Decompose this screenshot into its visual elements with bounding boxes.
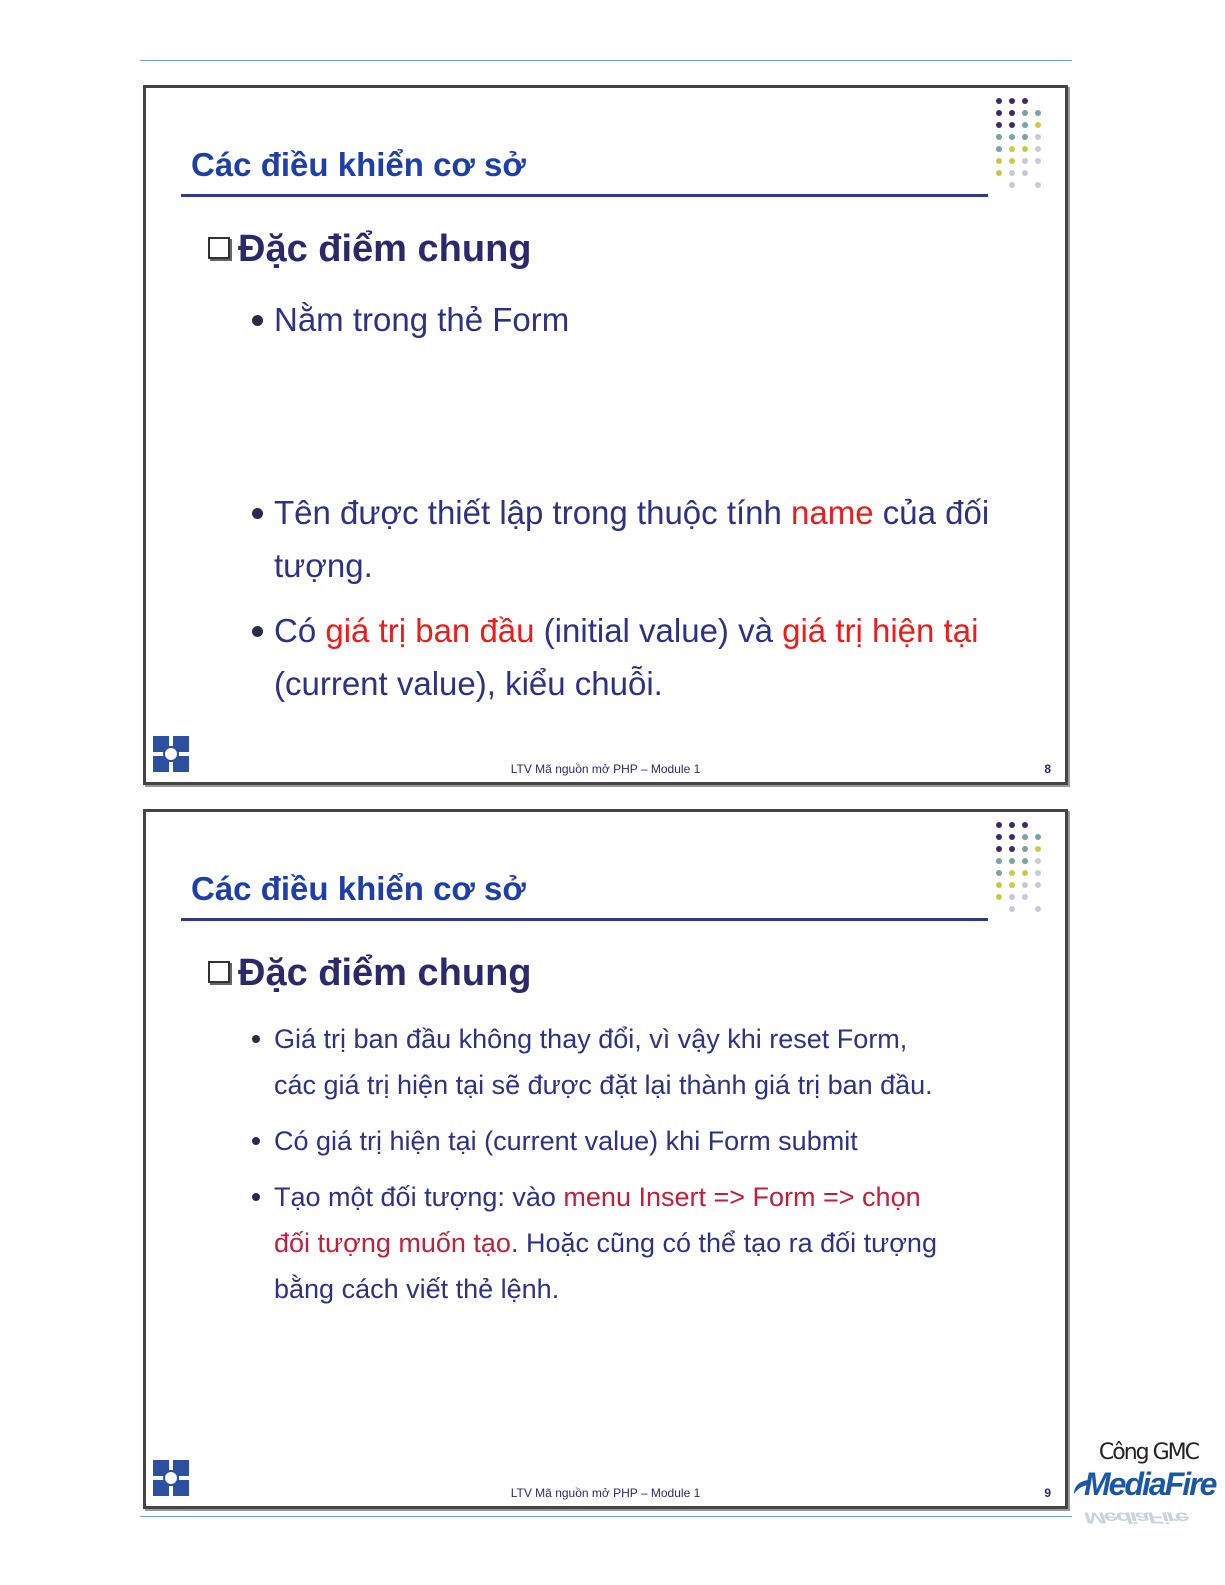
decorative-dot xyxy=(1009,98,1015,104)
slide-title: Các điều khiển cơ sở xyxy=(191,146,526,183)
decorative-dot xyxy=(1022,134,1028,140)
decorative-dot xyxy=(1009,858,1015,864)
decorative-dot xyxy=(996,822,1002,828)
decorative-dot xyxy=(996,858,1002,864)
decorative-dot xyxy=(1022,158,1028,164)
decorative-dot xyxy=(1022,846,1028,852)
bullet-item: Tên được thiết lập trong thuộc tính name của đối tượng. xyxy=(252,486,1012,592)
decorative-dot xyxy=(1035,858,1041,864)
decorative-dot xyxy=(1035,906,1041,912)
decorative-dot xyxy=(1009,846,1015,852)
decorative-dot xyxy=(996,134,1002,140)
bullet-item: Có giá trị hiện tại (current value) khi Form submit xyxy=(252,1118,952,1164)
decorative-dot xyxy=(1035,134,1041,140)
decorative-dot xyxy=(1009,882,1015,888)
decorative-dot xyxy=(1022,834,1028,840)
decorative-dot xyxy=(996,834,1002,840)
decorative-dot xyxy=(996,110,1002,116)
watermark-top-text: Công GMC xyxy=(1098,1440,1198,1465)
watermark-reflection: MediaFire xyxy=(1084,1508,1188,1527)
decorative-dot-grid-icon xyxy=(996,822,1066,922)
slide-9 xyxy=(143,809,1068,1509)
watermark-brand: MediaFire xyxy=(1084,1466,1216,1502)
decorative-dot xyxy=(996,122,1002,128)
page-number: 9 xyxy=(1044,1486,1051,1500)
decorative-dot xyxy=(1022,822,1028,828)
section-heading-text: Đặc điểm chung xyxy=(238,952,532,994)
decorative-dot xyxy=(1009,182,1015,188)
decorative-dot xyxy=(996,870,1002,876)
page-number: 8 xyxy=(1044,762,1051,776)
decorative-dot xyxy=(996,98,1002,104)
decorative-dot xyxy=(996,882,1002,888)
bullet-item: Có giá trị ban đầu (initial value) và giá trị hiện tại (current value), kiểu chuỗi. xyxy=(252,604,1012,710)
decorative-dot xyxy=(1022,122,1028,128)
decorative-dot xyxy=(1009,122,1015,128)
page-bottom-rule xyxy=(140,1516,1072,1517)
decorative-dot xyxy=(1035,870,1041,876)
bullet-item: Giá trị ban đầu không thay đổi, vì vậy khi reset Form, các giá trị hiện tại sẽ được đặt lại thành giá trị ban đầu. xyxy=(252,1016,952,1108)
decorative-dot-grid-icon xyxy=(996,98,1066,198)
bullet-item: Nằm trong thẻ Form xyxy=(252,293,1012,346)
checkbox-bullet-icon xyxy=(208,237,230,259)
decorative-dot xyxy=(1035,882,1041,888)
decorative-dot xyxy=(1022,170,1028,176)
decorative-dot xyxy=(1022,146,1028,152)
decorative-dot xyxy=(996,158,1002,164)
decorative-dot xyxy=(1009,834,1015,840)
slide-footer: LTV Mã nguồn mở PHP – Module 1 xyxy=(510,762,701,776)
slide-8 xyxy=(143,85,1068,785)
decorative-dot xyxy=(996,894,1002,900)
decorative-dot xyxy=(1035,158,1041,164)
section-heading-text: Đặc điểm chung xyxy=(238,228,532,270)
title-underline xyxy=(181,194,988,197)
decorative-dot xyxy=(1035,182,1041,188)
decorative-dot xyxy=(1009,894,1015,900)
bullet-list xyxy=(252,1016,952,1312)
decorative-dot xyxy=(1035,834,1041,840)
bullet-list xyxy=(252,293,1012,710)
decorative-dot xyxy=(1022,870,1028,876)
decorative-dot xyxy=(996,846,1002,852)
slide-footer: LTV Mã nguồn mở PHP – Module 1 xyxy=(510,1486,701,1500)
decorative-dot xyxy=(1009,822,1015,828)
section-heading xyxy=(208,228,532,271)
decorative-dot xyxy=(1022,110,1028,116)
bullet-item: Tạo một đối tượng: vào menu Insert => Form => chọn đối tượng muốn tạo. Hoặc cũng có thể tạo ra đối tượng bằng cách viết thẻ lệnh. xyxy=(252,1174,952,1312)
mediafire-watermark xyxy=(1070,1440,1216,1540)
decorative-dot xyxy=(1035,122,1041,128)
decorative-dot xyxy=(1035,110,1041,116)
checkbox-bullet-icon xyxy=(208,961,230,983)
decorative-dot xyxy=(1022,98,1028,104)
slide-title: Các điều khiển cơ sở xyxy=(191,870,526,907)
decorative-dot xyxy=(1009,170,1015,176)
decorative-dot xyxy=(1022,894,1028,900)
decorative-dot xyxy=(1009,110,1015,116)
decorative-dot xyxy=(1009,870,1015,876)
decorative-dot xyxy=(996,146,1002,152)
title-underline xyxy=(181,918,988,921)
decorative-dot xyxy=(1009,146,1015,152)
decorative-dot xyxy=(1022,882,1028,888)
decorative-dot xyxy=(996,170,1002,176)
section-heading xyxy=(208,952,532,995)
decorative-dot xyxy=(1009,906,1015,912)
page-top-rule xyxy=(140,60,1072,61)
decorative-dot xyxy=(1035,846,1041,852)
decorative-dot xyxy=(1035,146,1041,152)
decorative-dot xyxy=(1009,134,1015,140)
decorative-dot xyxy=(1009,158,1015,164)
decorative-dot xyxy=(1022,858,1028,864)
